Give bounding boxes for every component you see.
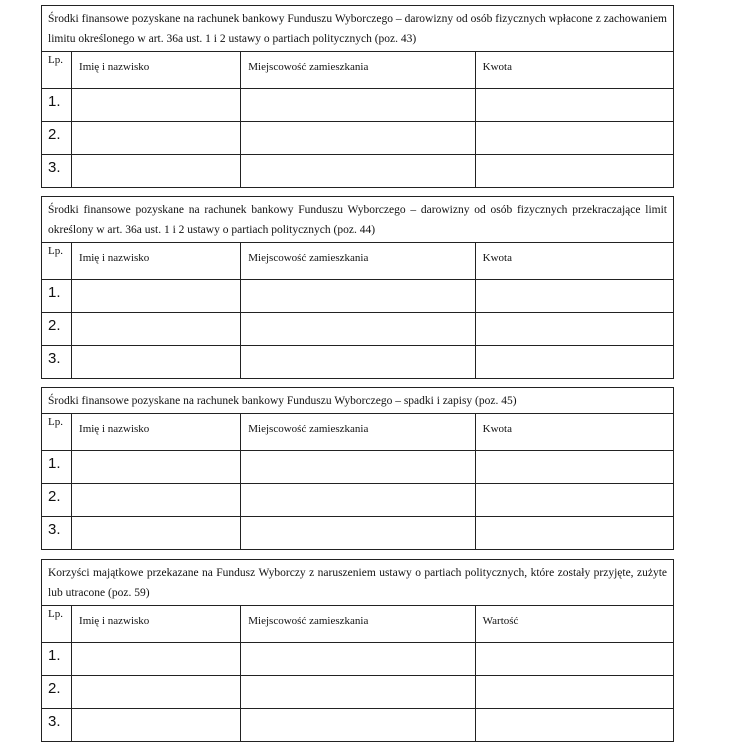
- amount-field[interactable]: [475, 346, 673, 379]
- table-row: [42, 484, 674, 517]
- city-field[interactable]: [241, 155, 475, 188]
- row-number: 2.: [42, 484, 72, 517]
- row-number: 1.: [42, 280, 72, 313]
- row-number: 1.: [42, 643, 72, 676]
- row-number: 1.: [42, 89, 72, 122]
- table-row: [42, 643, 674, 676]
- name-field[interactable]: [72, 451, 241, 484]
- name-field[interactable]: [72, 517, 241, 550]
- name-field[interactable]: [72, 122, 241, 155]
- row-number: 2.: [42, 122, 72, 155]
- name-field[interactable]: [72, 89, 241, 122]
- name-field[interactable]: [72, 346, 241, 379]
- row-number: 2.: [42, 676, 72, 709]
- table-spadki-i-zapisy: [41, 387, 674, 550]
- table-row: [42, 709, 674, 742]
- table-row: [42, 346, 674, 379]
- header-amount: Kwota: [475, 243, 673, 280]
- table-darowizny-w-limicie: [41, 5, 674, 188]
- table-row: [42, 280, 674, 313]
- amount-field[interactable]: [475, 280, 673, 313]
- name-field[interactable]: [72, 484, 241, 517]
- city-field[interactable]: [241, 313, 475, 346]
- table-title: Środki finansowe pozyskane na rachunek bankowy Funduszu Wyborczego – darowizny od osób fizycznych przekraczające limit określony w art. 36a ust. 1 i 2 ustawy o partiach politycznych (poz. 44): [42, 197, 674, 243]
- city-field[interactable]: [241, 709, 475, 742]
- table-row: [42, 517, 674, 550]
- row-number: 2.: [42, 313, 72, 346]
- name-field[interactable]: [72, 643, 241, 676]
- header-row: [42, 243, 674, 280]
- header-name: Imię i nazwisko: [72, 414, 241, 451]
- name-field[interactable]: [72, 280, 241, 313]
- header-name: Imię i nazwisko: [72, 52, 241, 89]
- table-row: [42, 89, 674, 122]
- table-row: [42, 676, 674, 709]
- table-title: Środki finansowe pozyskane na rachunek bankowy Funduszu Wyborczego – spadki i zapisy (poz. 45): [42, 388, 674, 414]
- header-name: Imię i nazwisko: [72, 243, 241, 280]
- value-field[interactable]: [475, 709, 673, 742]
- table-row: [42, 122, 674, 155]
- table-row: [42, 451, 674, 484]
- amount-field[interactable]: [475, 517, 673, 550]
- table-title: Korzyści majątkowe przekazane na Fundusz Wyborczy z naruszeniem ustawy o partiach politycznych, które zostały przyjęte, zużyte lub utracone (poz. 59): [42, 560, 674, 606]
- header-lp: Lp.: [42, 414, 72, 451]
- name-field[interactable]: [72, 709, 241, 742]
- city-field[interactable]: [241, 676, 475, 709]
- city-field[interactable]: [241, 122, 475, 155]
- row-number: 3.: [42, 155, 72, 188]
- table-korzysci-majatkowe: [41, 559, 674, 742]
- header-city: Miejscowość zamieszkania: [241, 606, 475, 643]
- value-field[interactable]: [475, 643, 673, 676]
- value-field[interactable]: [475, 676, 673, 709]
- row-number: 3.: [42, 346, 72, 379]
- name-field[interactable]: [72, 676, 241, 709]
- amount-field[interactable]: [475, 155, 673, 188]
- city-field[interactable]: [241, 517, 475, 550]
- header-row: [42, 606, 674, 643]
- city-field[interactable]: [241, 89, 475, 122]
- amount-field[interactable]: [475, 451, 673, 484]
- header-amount: Kwota: [475, 414, 673, 451]
- name-field[interactable]: [72, 313, 241, 346]
- header-lp: Lp.: [42, 606, 72, 643]
- city-field[interactable]: [241, 280, 475, 313]
- city-field[interactable]: [241, 484, 475, 517]
- header-row: [42, 414, 674, 451]
- header-city: Miejscowość zamieszkania: [241, 243, 475, 280]
- header-city: Miejscowość zamieszkania: [241, 414, 475, 451]
- header-lp: Lp.: [42, 243, 72, 280]
- header-lp: Lp.: [42, 52, 72, 89]
- amount-field[interactable]: [475, 484, 673, 517]
- header-amount: Kwota: [475, 52, 673, 89]
- header-row: [42, 52, 674, 89]
- amount-field[interactable]: [475, 89, 673, 122]
- city-field[interactable]: [241, 451, 475, 484]
- amount-field[interactable]: [475, 313, 673, 346]
- row-number: 3.: [42, 709, 72, 742]
- row-number: 1.: [42, 451, 72, 484]
- header-value: Wartość: [475, 606, 673, 643]
- amount-field[interactable]: [475, 122, 673, 155]
- city-field[interactable]: [241, 346, 475, 379]
- table-row: [42, 155, 674, 188]
- table-title: Środki finansowe pozyskane na rachunek bankowy Funduszu Wyborczego – darowizny od osób fizycznych wpłacone z zachowaniem limitu określonego w art. 36a ust. 1 i 2 ustawy o partiach politycznych (poz. 43): [42, 6, 674, 52]
- header-name: Imię i nazwisko: [72, 606, 241, 643]
- city-field[interactable]: [241, 643, 475, 676]
- header-city: Miejscowość zamieszkania: [241, 52, 475, 89]
- name-field[interactable]: [72, 155, 241, 188]
- table-darowizny-ponad-limit: [41, 196, 674, 379]
- row-number: 3.: [42, 517, 72, 550]
- table-row: [42, 313, 674, 346]
